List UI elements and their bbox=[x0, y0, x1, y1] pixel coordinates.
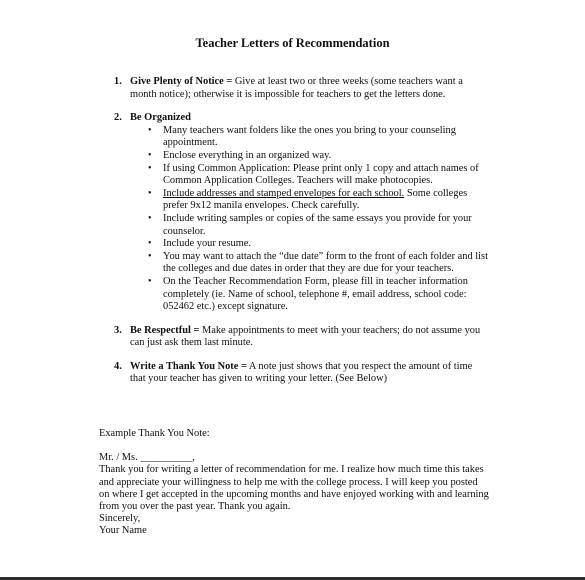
example-signature: Your Name bbox=[99, 525, 147, 537]
tip-heading: Give Plenty of Notice = bbox=[130, 76, 233, 87]
tip-text: A note just shows that you respect the amount of time that your teacher has given to writing your letter. (See Below) bbox=[130, 360, 473, 385]
document-title: Teacher Letters of Recommendation bbox=[195, 36, 390, 50]
example-body: Thank you for writing a letter of recommendation for me. I realize how much time this takes and appreciate your willingness to help me with the college process. I will keep you posted on where I get accepted in the upcoming months and have enjoyed working with and learning from you over the past year. Thank you again. bbox=[99, 464, 489, 513]
bullet-text: If using Common Application: Please print only 1 copy and attach names of Common Application Colleges. Teachers will make photocopies. bbox=[163, 162, 479, 187]
document-body bbox=[96, 76, 488, 397]
tip-number: 3. bbox=[114, 324, 122, 336]
bullet-icon: • bbox=[148, 124, 152, 136]
tip-text: Give at least two or three weeks (some teachers want a month notice); otherwise it is impossible for teachers to get the letters done. bbox=[130, 76, 463, 100]
bullet-item bbox=[130, 251, 488, 276]
bullet-icon: • bbox=[148, 162, 152, 174]
bullet-item bbox=[130, 238, 488, 251]
bullet-icon: • bbox=[148, 187, 152, 199]
bullet-icon: • bbox=[148, 149, 152, 161]
bullet-icon: • bbox=[148, 238, 152, 250]
bullet-item bbox=[130, 276, 488, 314]
bullet-text: Include your resume. bbox=[163, 238, 252, 250]
tip-number: 1. bbox=[114, 76, 122, 87]
tip-text: Make appointments to meet with your teachers; do not assume you can just ask them last minute. bbox=[130, 324, 481, 349]
tip-item-respectful bbox=[96, 325, 488, 350]
tip-item-thank-you bbox=[96, 361, 488, 386]
tip-heading: Be Organized bbox=[130, 112, 191, 124]
bullet-text: Many teachers want folders like the ones you bring to your counseling appointment. bbox=[163, 124, 456, 149]
bullet-icon: • bbox=[148, 212, 152, 224]
salutation-prefix: Mr. / Ms. bbox=[99, 452, 141, 464]
bullet-text: Include writing samples or copies of the same essays you provide for your counselor. bbox=[163, 212, 472, 237]
tip-item-organized bbox=[96, 112, 488, 314]
organized-bullet-list bbox=[130, 125, 488, 314]
tip-heading: Write a Thank You Note = bbox=[130, 360, 247, 372]
bullet-text: Some colleges prefer 9x12 manila envelopes. Check carefully. bbox=[163, 187, 468, 212]
tip-heading: Be Respectful = bbox=[130, 324, 200, 336]
bullet-item bbox=[130, 213, 488, 238]
example-salutation bbox=[99, 452, 489, 464]
tips-list bbox=[96, 76, 488, 386]
bullet-text: You may want to attach the “due date” form to the front of each folder and list the colleges and due dates in order that they are due for your teachers. bbox=[163, 250, 488, 275]
example-note bbox=[99, 428, 489, 538]
example-label: Example Thank You Note: bbox=[99, 428, 210, 439]
bullet-item bbox=[130, 150, 488, 163]
tip-number: 2. bbox=[114, 112, 122, 124]
tip-number: 4. bbox=[114, 360, 122, 372]
bullet-item bbox=[130, 163, 488, 188]
bullet-icon: • bbox=[148, 275, 152, 287]
bullet-text: On the Teacher Recommendation Form, please fill in teacher information completely (ie. Name of school, telephone #, email address, school code: 052462 etc.) except signature. bbox=[163, 275, 468, 313]
bullet-icon: • bbox=[148, 250, 152, 262]
spacer bbox=[99, 440, 489, 452]
example-closing: Sincerely, bbox=[99, 513, 141, 525]
bullet-item bbox=[130, 125, 488, 150]
bullet-text-underlined: Include addresses and stamped envelopes for each school. bbox=[163, 187, 405, 199]
bullet-item bbox=[130, 188, 488, 213]
salutation-blank: __________, bbox=[140, 452, 195, 464]
bullet-text: Enclose everything in an organized way. bbox=[163, 149, 332, 161]
tip-item-notice bbox=[96, 76, 488, 101]
